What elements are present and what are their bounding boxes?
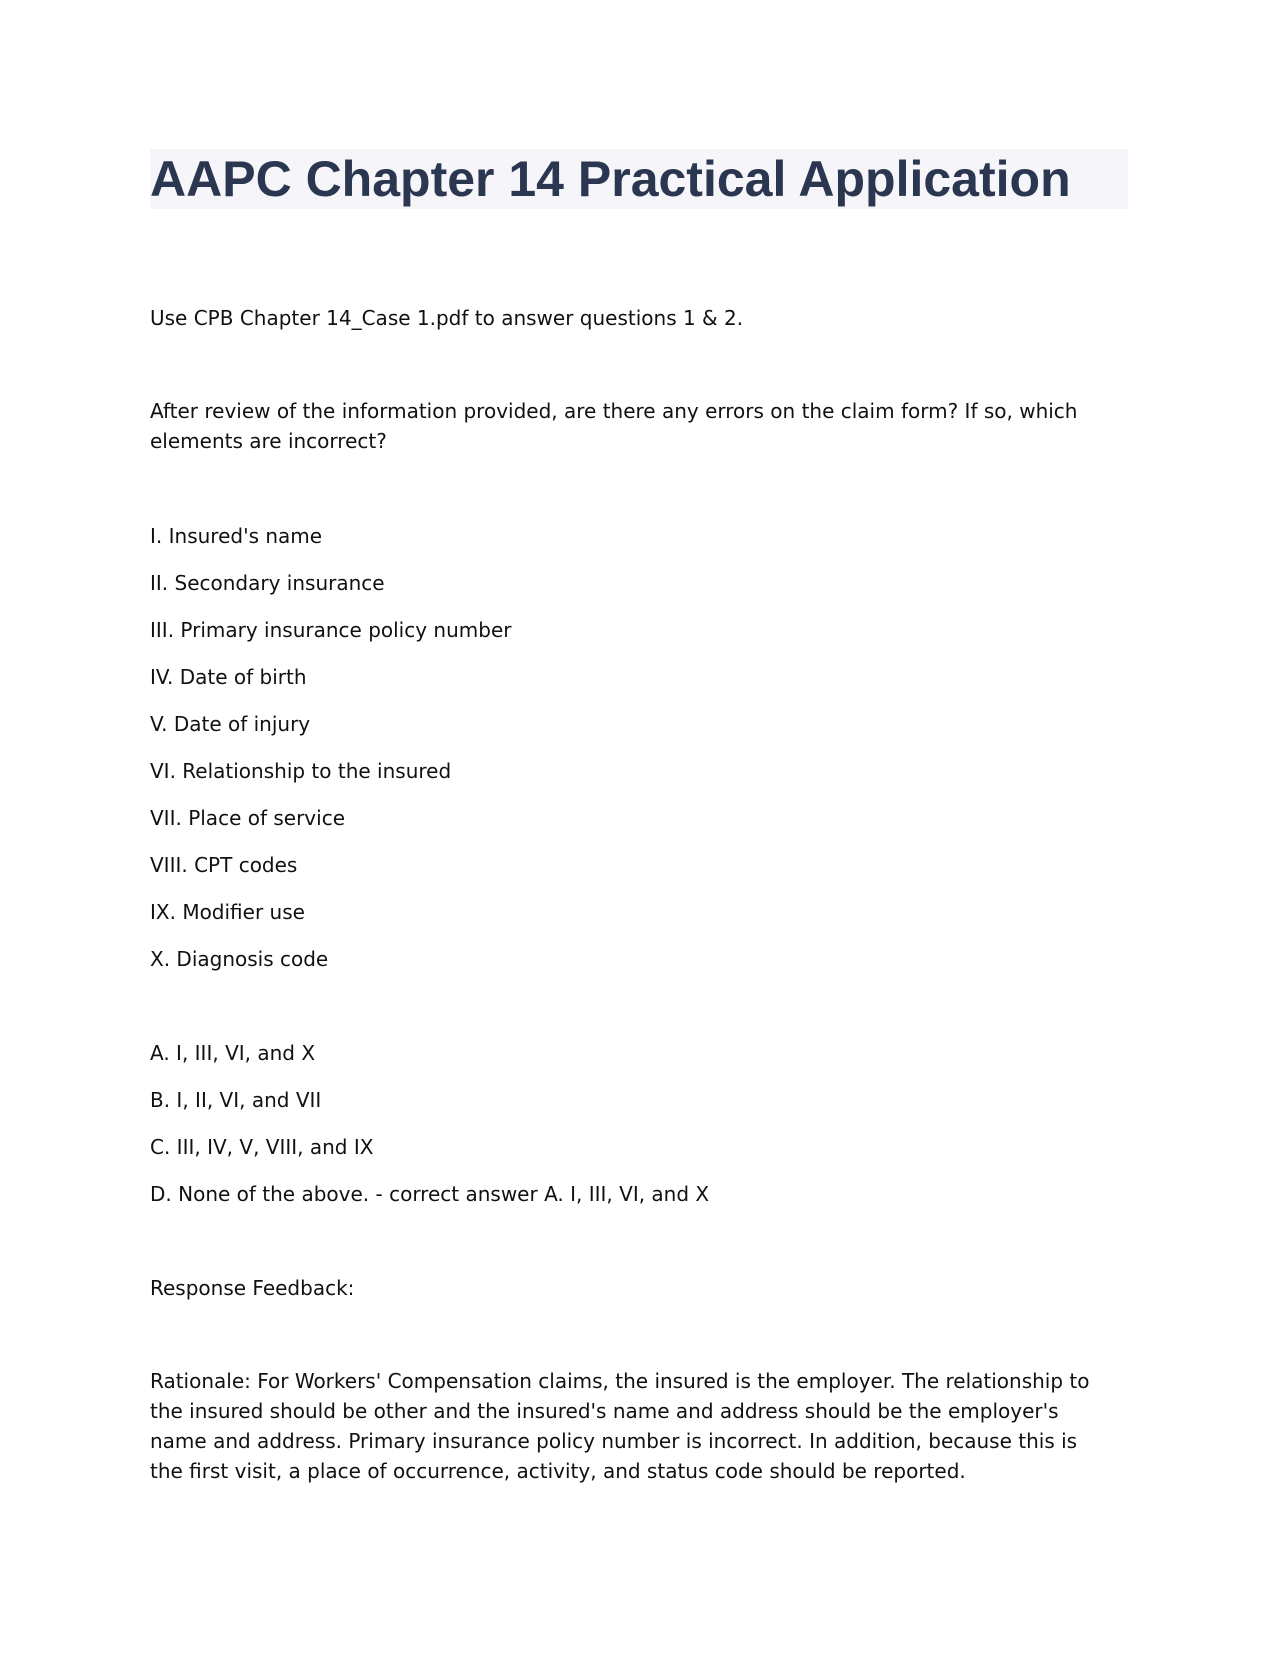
rationale-text: Rationale: For Workers' Compensation claims, the insured is the employer. The relationship to the insured should be other and the insured's name and address should be the employer's name and address. Primary insurance policy number is incorrect. In addition, because this is the first visit, a place of occurrence, activity, and status code should be reported. [150, 1369, 1090, 1483]
claim-element-item: III. Primary insurance policy number [150, 618, 512, 642]
answer-option-c: C. III, IV, V, VIII, and IX [150, 1135, 374, 1159]
document-title: AAPC Chapter 14 Practical Application [150, 151, 1071, 207]
claim-element-item: V. Date of injury [150, 712, 311, 736]
answer-option-d: D. None of the above. - correct answer A. I, III, VI, and X [150, 1182, 710, 1206]
intro-instruction: Use CPB Chapter 14_Case 1.pdf to answer questions 1 & 2. [150, 306, 744, 330]
claim-element-item: VI. Relationship to the insured [150, 759, 452, 783]
answer-option-b: B. I, II, VI, and VII [150, 1088, 322, 1112]
claim-element-item: II. Secondary insurance [150, 571, 385, 595]
answer-option-a: A. I, III, VI, and X [150, 1041, 316, 1065]
answer-options-list [150, 1039, 709, 1227]
claim-element-item: VII. Place of service [150, 806, 345, 830]
claim-element-item: IV. Date of birth [150, 665, 307, 689]
claim-elements-list [150, 522, 511, 992]
claim-element-item: I. Insured's name [150, 524, 323, 548]
claim-element-item: IX. Modifier use [150, 900, 305, 924]
claim-element-item: X. Diagnosis code [150, 947, 329, 971]
question-text: After review of the information provided, are there any errors on the claim form? If so, which elements are incorrect? [150, 399, 1078, 453]
claim-element-item: VIII. CPT codes [150, 853, 298, 877]
response-feedback-label: Response Feedback: [150, 1276, 355, 1300]
